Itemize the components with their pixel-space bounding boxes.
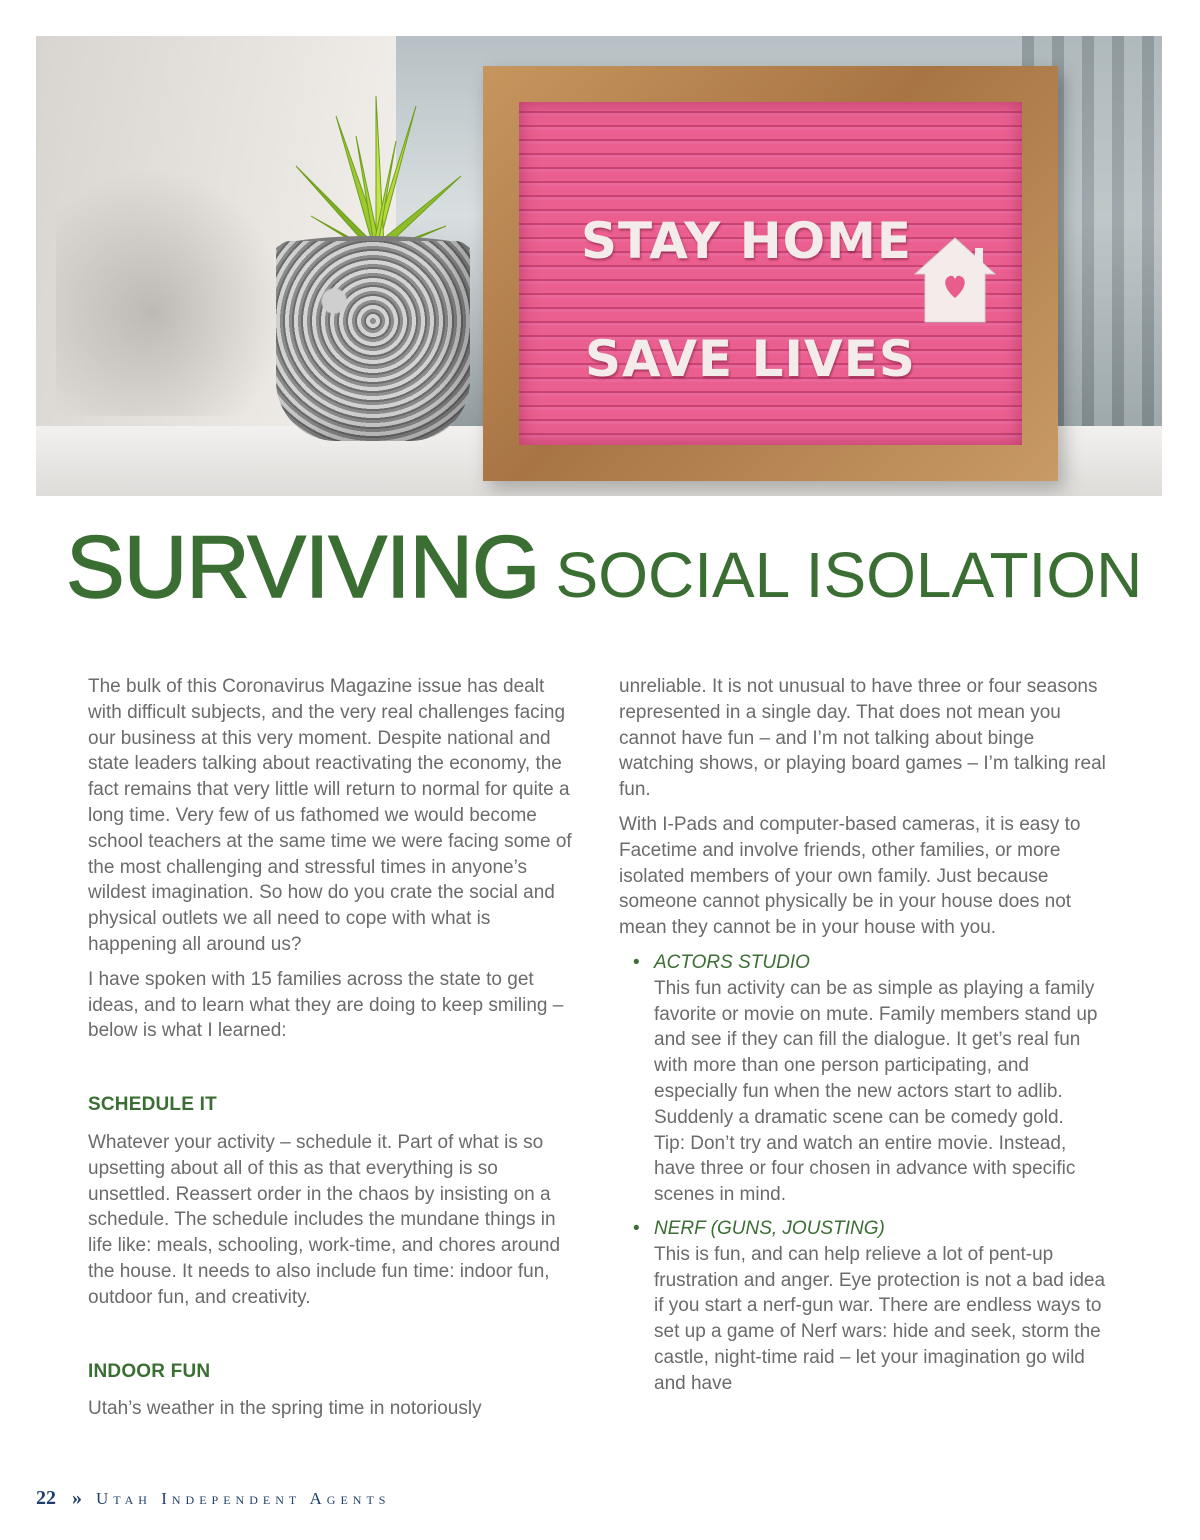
bullet-body: This fun activity can be as simple as playing a family favorite or movie on mute. Family members stand up and see if they can fill the dialogue. It get’s real fun with more than one person participating, and especially fun when the new actors start to adlib. Suddenly a dramatic scene can be comedy gold. [654, 977, 1098, 1128]
bullet-title: NERF (GUNS, JOUSTING) [654, 1217, 885, 1239]
bullet-body: This is fun, and can help relieve a lot of pent-up frustration and anger. Eye protection is not a bad idea if you start a nerf-gun war. There are endless ways to set up a game of Nerf wars: hide and seek, storm the castle, night-time raid – let your imagination go wild and have [654, 1243, 1106, 1394]
title-light: SOCIAL ISOLATION [555, 539, 1143, 611]
facetime-paragraph: With I-Pads and computer-based cameras, it is easy to Facetime and involve friends, other families, or more isolated members of your own family. Just because someone cannot physically be in your house does not mean they cannot be in your house with you. [619, 813, 1081, 939]
footer-separator: » [72, 1487, 82, 1509]
leaf-shadow [56, 156, 296, 416]
bullet-actors-studio [619, 950, 1109, 1208]
heading-schedule-it: SCHEDULE IT [88, 1094, 217, 1116]
letter-board-frame [483, 66, 1058, 481]
right-column [619, 674, 1109, 1405]
house-heart-icon [913, 234, 997, 326]
page-footer [36, 1487, 390, 1510]
stone-pot [276, 241, 470, 441]
sign-line-1: STAY HOME [581, 212, 913, 270]
heading-indoor-fun: INDOOR FUN [88, 1360, 211, 1382]
schedule-paragraph: Whatever your activity – schedule it. Part of what is so upsetting about all of this as that everything is so unsettled. Reassert order in the chaos by insisting on a schedule. The schedule includes the mundane things in life like: meals, schooling, work-time, and chores around the house. It needs to also include fun time: indoor fun, outdoor fun, and creativity. [88, 1131, 561, 1308]
bullet-tip: Tip: Don’t try and watch an entire movie. Instead, have three or four chosen in advance with specific scenes in mind. [654, 1132, 1076, 1206]
weather-paragraph: unreliable. It is not unusual to have three or four seasons represented in a single day. That does not mean you cannot have fun – and I’m not talking about binge watching shows, or playing board games – I’m talking real fun. [619, 676, 1106, 801]
hero-photo [36, 36, 1162, 496]
bullet-title: ACTORS STUDIO [654, 951, 810, 973]
bullet-dot: • [633, 951, 640, 973]
sign-line-2: SAVE LIVES [585, 330, 916, 388]
letter-board [519, 102, 1022, 445]
bullet-dot: • [633, 1217, 640, 1239]
bullet-nerf [619, 1216, 1109, 1397]
indoor-fun-paragraph: Utah’s weather in the spring time in notoriously [88, 1398, 482, 1420]
families-paragraph: I have spoken with 15 families across the state to get ideas, and to learn what they are doing to keep smiling – below is what I learned: [88, 968, 564, 1042]
intro-paragraph: The bulk of this Coronavirus Magazine issue has dealt with difficult subjects, and the very real challenges facing our business at this very moment. Despite national and state leaders talking about reactivating the economy, the fact remains that very little will return to normal for quite a long time. Very few of us fathomed we would become school teachers at the same time we were facing some of the most challenging and stressful times in anyone’s wildest imagination. So how do you crate the social and physical outlets we all need to cope with what is happening all around us? [88, 676, 572, 955]
page-title [66, 516, 1142, 618]
title-bold: SURVIVING [66, 517, 540, 616]
left-column [88, 674, 574, 1431]
publication-name: Utah Independent Agents [96, 1489, 391, 1508]
page-number: 22 [36, 1487, 56, 1509]
